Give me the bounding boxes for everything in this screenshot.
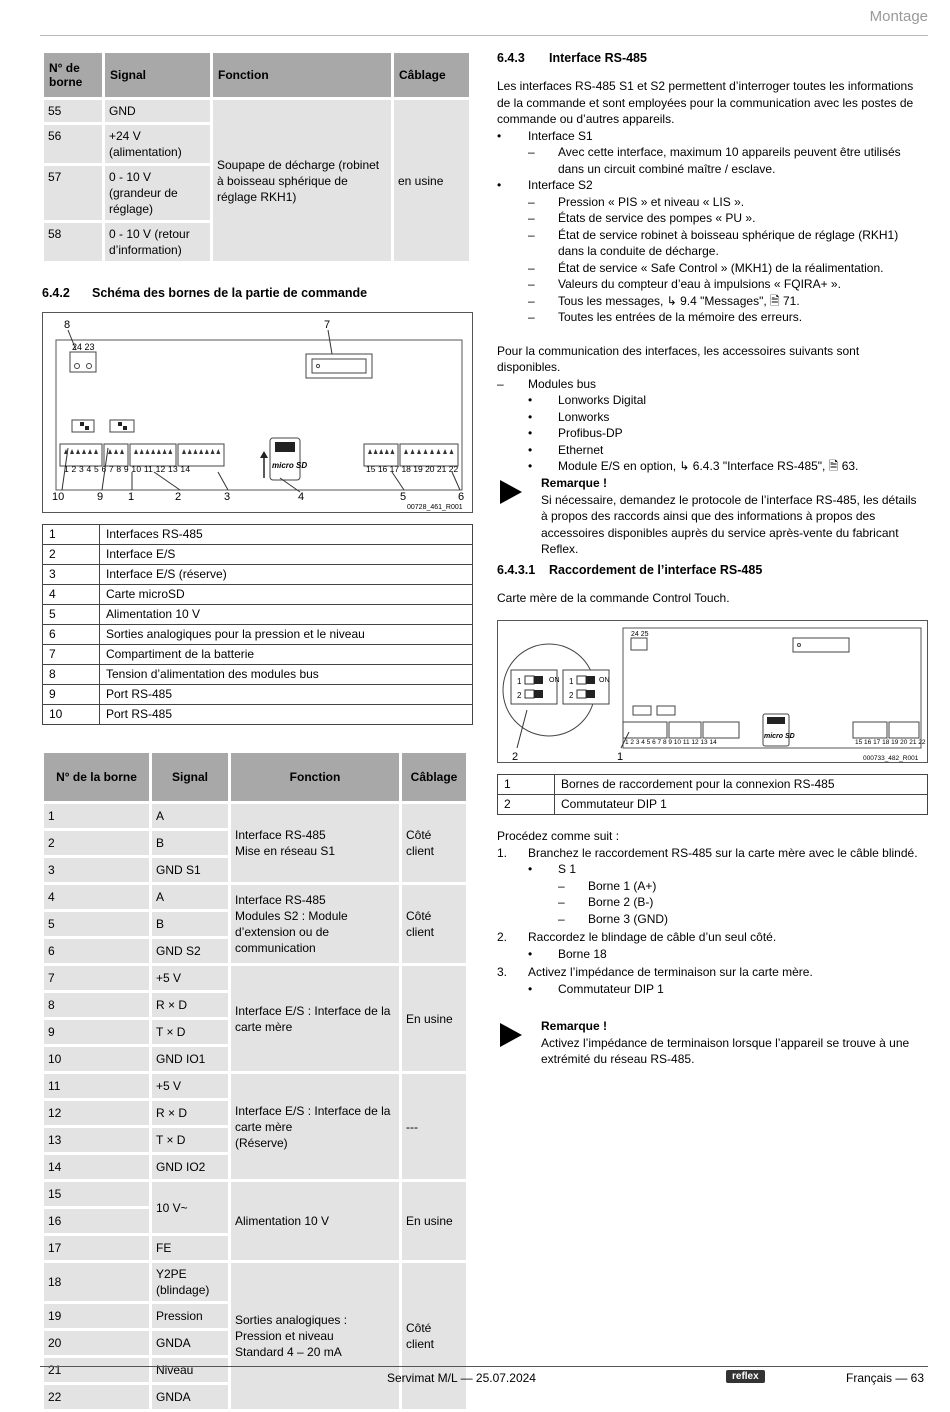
list-item-label: État de service « Safe Control » (MKH1) de la réalimentation. <box>558 260 884 275</box>
callout-5: 5 <box>400 491 407 503</box>
fonction-line: Interface E/S : Interface de la carte mère <box>235 1003 391 1034</box>
cell-borne: 11 <box>44 1074 149 1098</box>
legend-text: Tension d’alimentation des modules bus <box>100 665 473 685</box>
list-item-label: Ethernet <box>558 442 604 457</box>
table-row <box>43 625 473 645</box>
reflex-logo: reflex <box>726 1370 765 1383</box>
callout-9: 9 <box>97 491 104 503</box>
legend-text: Commutateur DIP 1 <box>555 795 928 815</box>
legend-num: 2 <box>43 545 100 565</box>
list-item-label: Valeurs du compteur d’eau à impulsions « FQIRA+ ». <box>558 277 841 291</box>
step-text: Branchez le raccordement RS-485 sur la carte mère avec le câble blindé. <box>528 845 918 860</box>
step-number: 2. <box>497 930 508 944</box>
remark-arrow-icon <box>500 1023 522 1047</box>
accessories-paragraph: Pour la communication des interfaces, les accessoires suivants sont disponibles. <box>497 343 860 374</box>
cell-signal: GND IO2 <box>152 1155 228 1179</box>
legend-text: Sorties analogiques pour la pression et le niveau <box>100 625 473 645</box>
cell-signal: +24 V (alimentation) <box>105 125 210 163</box>
intro-paragraph: Les interfaces RS-485 S1 et S2 permettent d’interroger toutes les informations de la commande et sont employées pour la communication avec les postes de commande ou d’autres appareils. <box>497 79 914 126</box>
section-heading-643 <box>497 51 647 65</box>
cell-borne: 2 <box>44 831 149 855</box>
list-item: – Tous les messages, ↳ 9.4 "Messages", 🗎 71. <box>528 293 800 308</box>
remark-arrow-icon <box>500 480 522 504</box>
cell-signal: A <box>152 885 228 909</box>
step-text: Activez l’impédance de terminaison sur la carte mère. <box>528 965 813 979</box>
list-item: • Interface S1 <box>497 128 593 143</box>
legend-text: Carte microSD <box>100 585 473 605</box>
legend-num: 10 <box>43 705 100 725</box>
list-item: – Avec cette interface, maximum 10 appareils peuvent être utilisés dans un circuit combiné maître / esclave. <box>528 145 901 176</box>
rs485-legend <box>497 774 928 815</box>
list-item: – Borne 3 (GND) <box>558 911 669 926</box>
th-borne: N° de la borne <box>44 753 149 801</box>
cell-borne: 9 <box>44 1020 149 1044</box>
legend-num: 1 <box>43 525 100 545</box>
cell-signal: GND S2 <box>152 939 228 963</box>
list-item: • Lonworks Digital <box>528 393 647 407</box>
cell-signal: 0 - 10 V (retour d’information) <box>105 223 210 261</box>
list-item-label: Borne 3 (GND) <box>588 911 669 926</box>
fonction-line: Standard 4 – 20 mA <box>235 1345 342 1359</box>
cell-borne: 8 <box>44 993 149 1017</box>
list-item: • Module E/S en option, ↳ 6.4.3 "Interface RS-485", 🗎 63. <box>528 459 859 473</box>
cell-signal: R × D <box>152 1101 228 1125</box>
cell-signal: GND <box>105 100 210 122</box>
legend-num: 3 <box>43 565 100 585</box>
cell-cablage: en usine <box>394 100 469 261</box>
callout-2: 2 <box>175 491 182 503</box>
remark-title: Remarque ! <box>541 476 608 490</box>
callout-2: 2 <box>512 751 519 763</box>
table-row <box>43 545 473 565</box>
section-heading-642 <box>42 286 367 300</box>
cell-fonction: Soupape de décharge (robinet à boisseau sphérique de réglage RKH1) <box>213 100 391 261</box>
pins-15-22: 15 16 17 18 19 20 21 22 <box>366 464 459 474</box>
table-row <box>43 525 473 545</box>
cell-signal: T × D <box>152 1020 228 1044</box>
footer-rule <box>40 1366 928 1367</box>
legend-num: 7 <box>43 645 100 665</box>
cell-fonction <box>231 1263 399 1409</box>
legend-text: Bornes de raccordement pour la connexion RS-485 <box>555 775 928 795</box>
fonction-line: Sorties analogiques : Pression et niveau <box>235 1313 348 1343</box>
list-item: – État de service robinet à boisseau sphérique de réglage (RKH1) dans la conduite de décharge. <box>528 227 899 258</box>
section-number: 6.4.3.1 <box>497 563 536 577</box>
step-number: 1. <box>497 845 508 860</box>
section-number: 6.4.2 <box>42 286 70 300</box>
callout-4: 4 <box>298 491 305 503</box>
table-row <box>43 705 473 725</box>
cell-borne: 15 <box>44 1182 149 1206</box>
section-heading-6431 <box>497 563 762 577</box>
cell-borne: 18 <box>44 1263 149 1301</box>
table-row <box>44 1263 466 1301</box>
cell-fonction <box>231 804 399 882</box>
th-cablage: Câblage <box>402 753 466 801</box>
cell-signal: Niveau <box>152 1358 228 1382</box>
cell-borne: 12 <box>44 1101 149 1125</box>
list-item: – États de service des pompes « PU ». <box>528 211 756 225</box>
legend-text: Port RS-485 <box>100 705 473 725</box>
cell-borne: 13 <box>44 1128 149 1152</box>
cell-signal: FE <box>152 1236 228 1260</box>
pins-1-14: 1 2 3 4 5 6 7 8 9 10 11 12 13 14 <box>64 464 191 474</box>
pins-24-25: 24 25 <box>631 631 649 638</box>
diagram-code: 00728_461_R001 <box>407 504 463 511</box>
step-text: Raccordez le blindage de câble d’un seul côté. <box>528 930 777 944</box>
list-item-label: Module E/S en option, ↳ 6.4.3 "Interface RS-485", 🗎 63. <box>558 459 859 473</box>
table-row <box>44 885 466 909</box>
th-signal: Signal <box>105 53 210 97</box>
cell-borne: 56 <box>44 125 102 163</box>
dip-num-2: 2 <box>517 691 522 700</box>
th-fonction: Fonction <box>231 753 399 801</box>
legend-num: 5 <box>43 605 100 625</box>
cell-borne: 14 <box>44 1155 149 1179</box>
table-row <box>44 804 466 828</box>
fonction-line: (Réserve) <box>235 1135 288 1150</box>
list-item-label: Interface S2 <box>528 178 593 192</box>
cell-borne: 7 <box>44 966 149 990</box>
list-item-label: Lonworks <box>558 409 610 424</box>
th-cablage: Câblage <box>394 53 469 97</box>
dip-on: ON <box>549 677 560 684</box>
list-item-label: Avec cette interface, maximum 10 appareils peuvent être utilisés dans un circuit combiné maître / esclave. <box>558 145 901 176</box>
list-item: • Interface S2 <box>497 178 593 192</box>
pins-24-23: 24 23 <box>72 342 95 352</box>
table-row <box>43 685 473 705</box>
fonction-line: Alimentation 10 V <box>235 1214 330 1228</box>
list-item-label: Modules bus <box>528 376 597 391</box>
legend-text: Interface E/S <box>100 545 473 565</box>
fonction-line: Mise en réseau S1 <box>235 844 336 858</box>
cell-signal: 10 V~ <box>152 1182 228 1233</box>
micro-sd-label: micro SD <box>764 733 795 740</box>
cell-cablage: Côté client <box>402 1263 466 1409</box>
fonction-line: Interface RS-485 <box>235 828 326 842</box>
cell-cablage: --- <box>402 1074 466 1179</box>
table-row <box>44 966 466 990</box>
list-item-label: Toutes les entrées de la mémoire des erreurs. <box>558 310 803 324</box>
legend-num: 9 <box>43 685 100 705</box>
cell-borne: 55 <box>44 100 102 122</box>
fonction-line: Interface E/S : Interface de la carte mère <box>235 1103 391 1134</box>
cell-cablage: Côté client <box>402 804 466 882</box>
board-intro: Carte mère de la commande Control Touch. <box>497 591 730 605</box>
legend-num: 4 <box>43 585 100 605</box>
remark-text: Activez l’impédance de terminaison lorsque l’appareil se trouve à une extrémité du réseau RS-485. <box>541 1035 910 1066</box>
cell-fonction <box>231 1074 399 1179</box>
header-rule <box>40 35 928 36</box>
pins-15-22: 15 16 17 18 19 20 21 22 <box>855 739 926 746</box>
cell-borne: 58 <box>44 223 102 261</box>
legend-num: 1 <box>498 775 555 795</box>
list-item: – Borne 1 (A+) <box>558 878 657 893</box>
list-item: – État de service « Safe Control » (MKH1) de la réalimentation. <box>528 260 884 275</box>
step-item <box>497 964 925 981</box>
callout-8: 8 <box>64 319 71 331</box>
section-title: Schéma des bornes de la partie de commande <box>92 286 368 300</box>
cell-signal: +5 V <box>152 1074 228 1098</box>
remark-text: Si nécessaire, demandez le protocole de l’interface RS-485, les détails à propos des raccords ainsi que des informations à propos des accessoires disponibles auprès du service après-vente du fabricant Reflex. <box>541 492 917 556</box>
list-item-label: Borne 2 (B-) <box>588 895 654 909</box>
cell-borne: 4 <box>44 885 149 909</box>
cell-signal: R × D <box>152 993 228 1017</box>
cell-fonction <box>231 885 399 963</box>
cell-borne: 3 <box>44 858 149 882</box>
remark-box <box>541 475 926 558</box>
legend-num: 6 <box>43 625 100 645</box>
cell-borne: 1 <box>44 804 149 828</box>
cell-cablage: En usine <box>402 1182 466 1260</box>
cell-borne: 21 <box>44 1358 149 1382</box>
list-item-label: Borne 18 <box>558 946 607 961</box>
legend-text: Interface E/S (réserve) <box>100 565 473 585</box>
callout-10: 10 <box>52 491 65 503</box>
th-fonction: Fonction <box>213 53 391 97</box>
legend-text: Port RS-485 <box>100 685 473 705</box>
callout-7: 7 <box>324 319 331 331</box>
section-title: Raccordement de l’interface RS-485 <box>549 563 763 577</box>
dip-num-2b: 2 <box>569 691 574 700</box>
list-item: • Commutateur DIP 1 <box>528 981 664 996</box>
step-item <box>497 845 925 862</box>
section-643-body <box>497 78 925 475</box>
cell-borne: 20 <box>44 1331 149 1355</box>
th-signal: Signal <box>152 753 228 801</box>
cell-borne: 17 <box>44 1236 149 1260</box>
legend-text: Compartiment de la batterie <box>100 645 473 665</box>
remark-title: Remarque ! <box>541 1019 608 1033</box>
diagram-legend <box>42 524 473 725</box>
cell-fonction <box>231 966 399 1071</box>
footer-doc: Servimat M/L — 25.07.2024 <box>387 1371 536 1385</box>
list-item: – Modules bus <box>497 376 597 391</box>
diagram-code: 000733_482_R001 <box>863 755 919 762</box>
terminal-table-main <box>44 750 469 1412</box>
table-row <box>498 795 928 815</box>
cell-signal: A <box>152 804 228 828</box>
list-item: • Profibus-DP <box>528 426 623 440</box>
legend-num: 8 <box>43 665 100 685</box>
list-item-label: Lonworks Digital <box>558 393 647 407</box>
cell-signal: T × D <box>152 1128 228 1152</box>
list-item: • S 1 <box>528 862 577 876</box>
table-row <box>498 775 928 795</box>
cell-signal: GND S1 <box>152 858 228 882</box>
table-row <box>43 565 473 585</box>
list-item: • Ethernet <box>528 442 604 457</box>
pins-1-14: 1 2 3 4 5 6 7 8 9 10 11 12 13 14 <box>625 739 717 746</box>
cell-cablage: En usine <box>402 966 466 1071</box>
table-row <box>43 665 473 685</box>
callout-6: 6 <box>458 491 465 503</box>
cell-borne: 5 <box>44 912 149 936</box>
callout-3: 3 <box>224 491 231 503</box>
procedure-intro: Procédez comme suit : <box>497 829 620 843</box>
terminal-table-top <box>44 50 472 264</box>
table-row <box>44 100 469 122</box>
legend-num: 2 <box>498 795 555 815</box>
cell-signal: GNDA <box>152 1385 228 1409</box>
dip-num-1b: 1 <box>569 677 574 686</box>
cell-borne: 16 <box>44 1209 149 1233</box>
cell-signal: GNDA <box>152 1331 228 1355</box>
cell-borne: 57 <box>44 166 102 220</box>
section-number: 6.4.3 <box>497 51 525 65</box>
cell-signal: +5 V <box>152 966 228 990</box>
footer-page: Français — 63 <box>846 1371 925 1385</box>
terminal-diagram <box>42 312 473 516</box>
list-item: – Borne 2 (B-) <box>558 895 654 909</box>
legend-text: Alimentation 10 V <box>100 605 473 625</box>
procedure <box>497 828 925 997</box>
cell-borne: 6 <box>44 939 149 963</box>
list-item-label: Profibus-DP <box>558 426 623 440</box>
list-item: • Lonworks <box>528 409 610 424</box>
list-item-label: États de service des pompes « PU ». <box>558 211 756 225</box>
table-row <box>44 1182 466 1206</box>
cell-signal: Pression <box>152 1304 228 1328</box>
list-item-label: S 1 <box>558 862 577 876</box>
section-title: Interface RS-485 <box>549 51 647 65</box>
list-item: – Toutes les entrées de la mémoire des erreurs. <box>528 310 803 324</box>
running-header: Montage <box>869 8 928 25</box>
list-item: – Valeurs du compteur d’eau à impulsions « FQIRA+ ». <box>528 277 841 291</box>
list-item-label: Tous les messages, ↳ 9.4 "Messages", 🗎 71. <box>558 293 800 308</box>
table-row <box>43 645 473 665</box>
cell-signal: B <box>152 831 228 855</box>
th-borne: N° de borne <box>44 53 102 97</box>
dip-on-b: ON <box>599 677 610 684</box>
cell-fonction <box>231 1182 399 1260</box>
cell-borne: 22 <box>44 1385 149 1409</box>
cell-signal: 0 - 10 V (grandeur de réglage) <box>105 166 210 220</box>
list-item-label: Interface S1 <box>528 128 593 143</box>
list-item-label: Pression « PIS » et niveau « LIS ». <box>558 194 745 209</box>
step-number: 3. <box>497 965 508 979</box>
cell-cablage: Côté client <box>402 885 466 963</box>
list-item: – Pression « PIS » et niveau « LIS ». <box>528 194 745 209</box>
list-item: • Borne 18 <box>528 946 607 961</box>
rs485-diagram <box>497 620 928 766</box>
legend-text: Interfaces RS-485 <box>100 525 473 545</box>
fonction-line: Interface RS-485 <box>235 893 326 907</box>
fonction-line: Modules S2 : Module d’extension ou de communication <box>235 909 348 955</box>
table-row <box>43 585 473 605</box>
step-item <box>497 929 925 946</box>
cell-borne: 10 <box>44 1047 149 1071</box>
dip-num-1: 1 <box>517 677 522 686</box>
cell-signal: Y2PE (blindage) <box>152 1263 228 1301</box>
cell-signal: B <box>152 912 228 936</box>
list-item-label: Commutateur DIP 1 <box>558 981 664 996</box>
table-row <box>43 605 473 625</box>
cell-borne: 19 <box>44 1304 149 1328</box>
list-item-label: Borne 1 (A+) <box>588 878 657 893</box>
callout-1: 1 <box>617 751 624 763</box>
micro-sd-label: micro SD <box>272 461 308 470</box>
table-row <box>44 1074 466 1098</box>
cell-signal: GND IO1 <box>152 1047 228 1071</box>
callout-1: 1 <box>128 491 135 503</box>
remark-box <box>541 1018 926 1068</box>
list-item-label: État de service robinet à boisseau sphérique de réglage (RKH1) dans la conduite de décharge. <box>558 227 899 258</box>
